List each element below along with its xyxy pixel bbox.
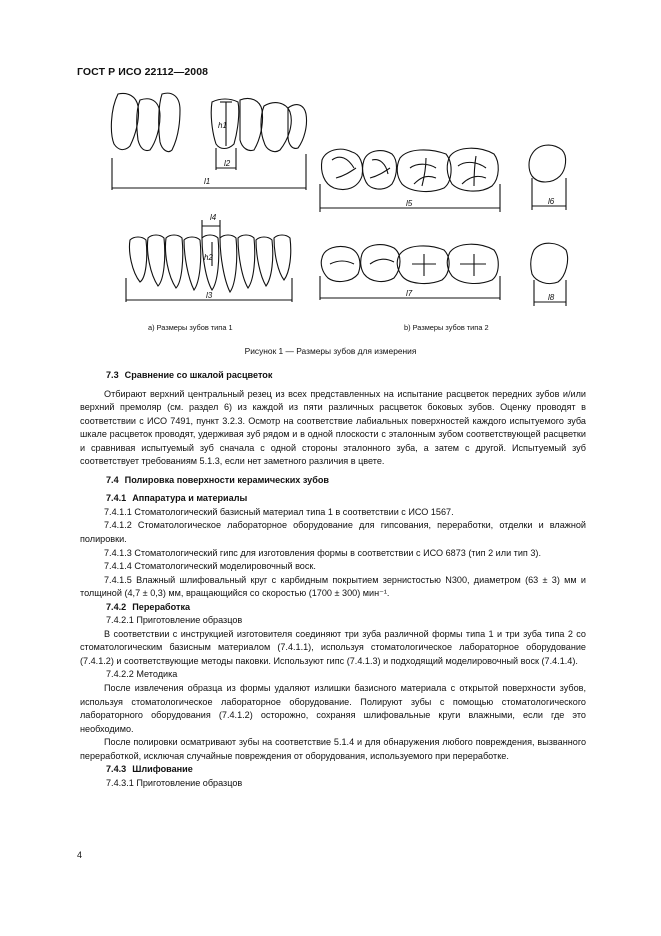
type1-lower-teeth	[126, 213, 292, 302]
section-title: Переработка	[132, 601, 191, 612]
clause-7-4-1-5: 7.4.1.5 Влажный шлифовальный круг с карбидным покрытием зернистостью N300, диаметром (63 ± 3) мм и толщиной (4,7 ± 0,3) мм, вращающийся со скоростью (1700 ± 300) мин⁻¹.	[80, 574, 586, 599]
page-number: 4	[77, 850, 83, 860]
clause-7-4-2-1-text: В соответствии с инструкцией изготовителя соединяют три зуба различной формы типа 1 и три зуба типа 2 со стоматологическим базисным материалом (7.4.1.1), используя стоматологическое лабораторное оборудование (7.4.1.2) и соответствующие методы паковки. Используют гипс (7.4.1.3) и подходящий моделировочный воск (7.4.1.4).	[80, 628, 586, 666]
clause-7-4-1-2: 7.4.1.2 Стоматологическое лабораторное оборудование для гипсования, переработки, отделки и влажной полировки.	[80, 520, 586, 545]
document-header: ГОСТ Р ИСО 22112—2008	[77, 66, 209, 78]
label-l5: l5	[406, 199, 413, 208]
clause-7-4-2-2-text-1: После извлечения образца из формы удаляют излишки базисного материала с открытой поверхности зубов, используя стоматологическое лабораторное оборудование. Полируют зубы с помощью стоматологического лабораторного оборудования (7.4.1.2) осторожно, сохраняя шлифовальные круги влажными, если где это необходимо.	[80, 683, 586, 734]
figure-title: Рисунок 1 — Размеры зубов для измерения	[244, 346, 417, 356]
type2-lower-teeth	[320, 243, 568, 306]
section-number: 7.3	[106, 370, 119, 380]
section-title: Шлифование	[132, 764, 193, 775]
section-number: 7.4.1	[106, 493, 127, 504]
section-7-4-heading	[80, 474, 586, 488]
section-7-3-heading	[80, 369, 586, 383]
clause-7-4-2-1: 7.4.2.1 Приготовление образцов	[106, 615, 243, 626]
label-l8: l8	[548, 293, 555, 302]
caption-type2: b) Размеры зубов типа 2	[404, 323, 489, 332]
label-l6: l6	[548, 197, 555, 206]
section-7-3-paragraph: Отбирают верхний центральный резец из всех представленных на испытание расцветок передних зубов и/или верхний премоляр (см. раздел 6) из каждой из пяти различных расцветок боковых зубов. Оценку проводят в соответствии с ИСО 7491, пункт 3.2.3. Осмотр на соответствие лабиальных поверхностей каждого испытуемого зуба шкале расцветок проводят, удерживая зуб рядом и в одной плоскости с эталонным зубом соответствующей расцветки и сравнивая испытуемый зуб сначала с одной стороны эталонного зуба, а затем с другой. Испытуемый зуб соответствует требованиям 5.1.3, если нет заметного различия в цвете.	[80, 388, 586, 467]
section-number: 7.4.2	[106, 601, 127, 612]
type2-upper-teeth	[320, 145, 566, 212]
clause-7-4-2-2-text-2: После полировки осматривают зубы на соответствие 5.1.4 и для обнаружения любого повреждения, вызванного переработкой, исключая случайные повреждения от оборудования, используемого при переработке.	[80, 737, 586, 761]
section-7-4-1-heading	[80, 492, 586, 506]
clause-7-4-1-1: 7.4.1.1 Стоматологический базисный материал типа 1 в соответствии с ИСО 1567.	[104, 506, 454, 517]
figure-teeth-dimensions	[100, 88, 555, 328]
label-l3: l3	[206, 291, 213, 300]
caption-type1: а) Размеры зубов типа 1	[148, 323, 233, 332]
clause-7-4-1-3: 7.4.1.3 Стоматологический гипс для изготовления формы в соответствии с ИСО 6873 (тип 2 или тип 3).	[104, 547, 541, 558]
section-title: Полировка поверхности керамических зубов	[124, 474, 329, 485]
section-number: 7.4.3	[106, 764, 127, 775]
clause-7-4-1-4: 7.4.1.4 Стоматологический моделировочный воск.	[104, 561, 316, 572]
label-l4: l4	[210, 213, 217, 222]
section-number: 7.4	[106, 474, 119, 485]
label-l7: l7	[406, 289, 413, 298]
section-title: Сравнение со шкалой расцветок	[124, 370, 273, 380]
type1-upper-teeth	[111, 93, 306, 190]
section-7-4-2-heading	[80, 601, 586, 615]
label-h2: h2	[204, 253, 213, 262]
teeth-drawing	[100, 88, 555, 328]
label-l1: l1	[204, 177, 211, 186]
label-h1: h1	[218, 121, 227, 130]
label-l2: l2	[224, 159, 231, 168]
document-body	[80, 369, 586, 790]
clause-7-4-3-1: 7.4.3.1 Приготовление образцов	[106, 777, 243, 788]
section-title: Аппаратура и материалы	[132, 493, 248, 504]
section-7-4-3-heading	[80, 763, 586, 777]
clause-7-4-2-2: 7.4.2.2 Методика	[106, 669, 178, 680]
